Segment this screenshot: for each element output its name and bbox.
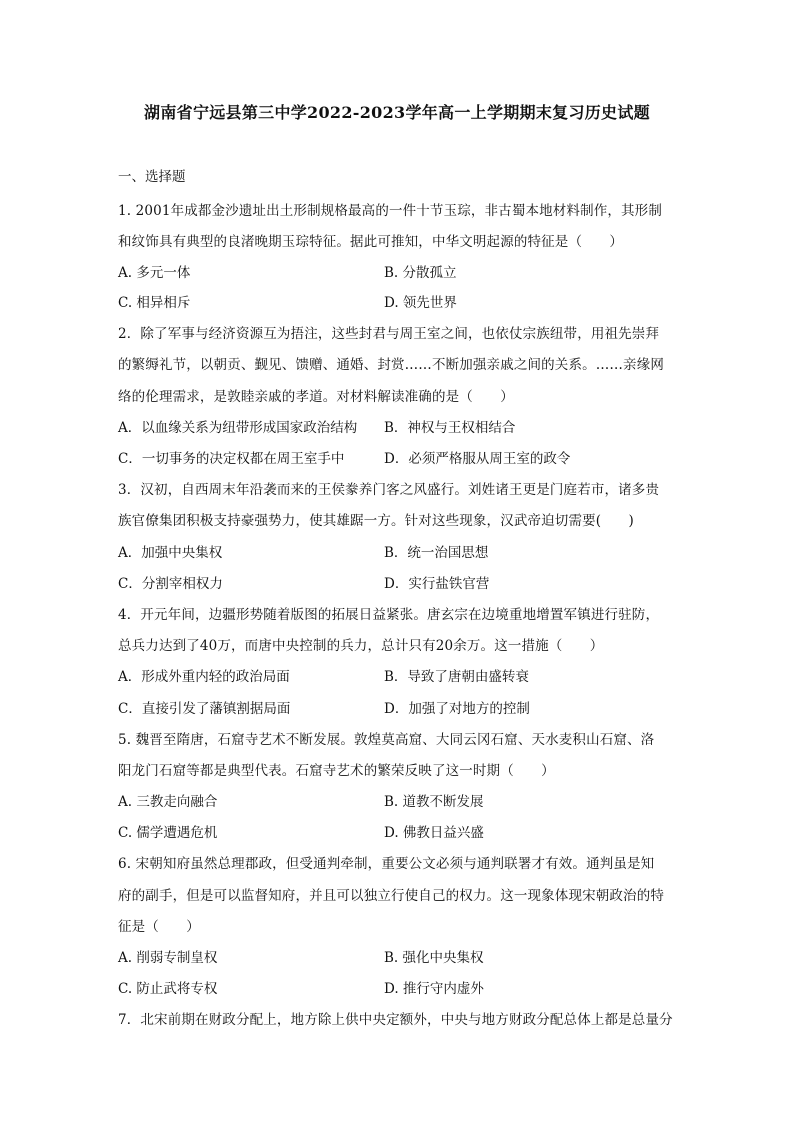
question-2-option-a: A．以血缘关系为纽带形成国家政治结构: [118, 420, 358, 436]
question-1-option-d: D. 领先世界: [384, 295, 457, 311]
question-1-line-1: 1. 2001年成都金沙遗址出土形制规格最高的一件十节玉琮，非古蜀本地材料制作，其形制: [118, 203, 662, 219]
question-4-option-a: A．形成外重内轻的政治局面: [118, 669, 290, 685]
question-4-option-d: D．加强了对地方的控制: [384, 701, 530, 717]
question-1-option-a: A. 多元一体: [118, 265, 191, 281]
question-7-line-1: 7．北宋前期在财政分配上，地方除上供中央定额外，中央与地方财政分配总体上都是总量分: [118, 1012, 673, 1028]
question-5-line-1: 5. 魏晋至隋唐，石窟寺艺术不断发展。敦煌莫高窟、大同云冈石窟、天水麦积山石窟、洛: [118, 732, 655, 748]
question-6-option-d: D. 推行守内虚外: [384, 981, 484, 997]
section-heading: 一、选择题: [118, 169, 186, 185]
question-1-option-b: B. 分散孤立: [384, 265, 457, 281]
question-6-line-2: 府的副手，但是可以监督知府，并且可以独立行使自己的权力。这一现象体现宋朝政治的特: [118, 888, 664, 904]
question-6-option-b: B. 强化中央集权: [384, 950, 484, 966]
question-5-option-c: C. 儒学遭遇危机: [118, 825, 218, 841]
question-4-line-1: 4．开元年间，边疆形势随着版图的拓展日益紧张。唐玄宗在边境重地增置军镇进行驻防，: [118, 607, 660, 623]
question-5-option-d: D. 佛教日益兴盛: [384, 825, 484, 841]
question-3-line-1: 3．汉初，自西周末年沿袭而来的王侯豢养门客之风盛行。刘姓诸王更是门庭若市，诸多贵: [118, 482, 660, 498]
question-3-option-a: A．加强中央集权: [118, 545, 223, 561]
question-3-option-d: D．实行盐铁官营: [384, 576, 490, 592]
question-4-option-b: B．导致了唐朝由盛转衰: [384, 669, 529, 685]
question-3-option-c: C．分割宰相权力: [118, 576, 223, 592]
question-6-line-3: 征是（ ）: [118, 919, 200, 935]
question-3-option-b: B．统一治国思想: [384, 545, 489, 561]
question-4-line-2: 总兵力达到了40万，而唐中央控制的兵力，总计只有20余万。这一措施（ ）: [118, 638, 604, 654]
question-2-line-2: 的繁缛礼节，以朝贡、觐见、馈赠、通婚、封赏……不断加强亲戚之间的关系。……亲缘网: [118, 357, 664, 373]
question-2-line-3: 络的伦理需求，是敦睦亲戚的孝道。对材料解读准确的是（ ）: [118, 389, 514, 405]
question-5-option-b: B. 道教不断发展: [384, 794, 484, 810]
document-title: 湖南省宁远县第三中学2022-2023学年高一上学期期末复习历史试题: [144, 103, 650, 122]
question-2-option-b: B．神权与王权相结合: [384, 420, 516, 436]
question-1-line-2: 和纹饰具有典型的良渚晚期玉琮特征。据此可推知，中华文明起源的特征是（ ）: [118, 234, 624, 250]
question-2-option-d: D．必须严格服从周王室的政令: [384, 451, 571, 467]
question-3-line-2: 族官僚集团积极支持豪强势力，使其雄踞一方。针对这些现象，汉武帝迫切需要( ): [118, 513, 634, 529]
question-2-line-1: 2．除了军事与经济资源互为捂注，这些封君与周王室之间，也依仗宗族纽带，用祖先崇拜: [118, 326, 660, 342]
question-5-option-a: A. 三教走向融合: [118, 794, 218, 810]
question-1-option-c: C. 相异相斥: [118, 295, 191, 311]
question-4-option-c: C．直接引发了藩镇割据局面: [118, 701, 291, 717]
question-6-option-a: A. 削弱专制皇权: [118, 950, 218, 966]
question-5-line-2: 阳龙门石窟等都是典型代表。石窟寺艺术的繁荣反映了这一时期（ ）: [118, 763, 555, 779]
question-6-option-c: C. 防止武将专权: [118, 981, 218, 997]
question-6-line-1: 6. 宋朝知府虽然总理郡政，但受通判牵制，重要公文必须与通判联署才有效。通判虽是知: [118, 856, 655, 872]
question-2-option-c: C．一切事务的决定权都在周王室手中: [118, 451, 345, 467]
